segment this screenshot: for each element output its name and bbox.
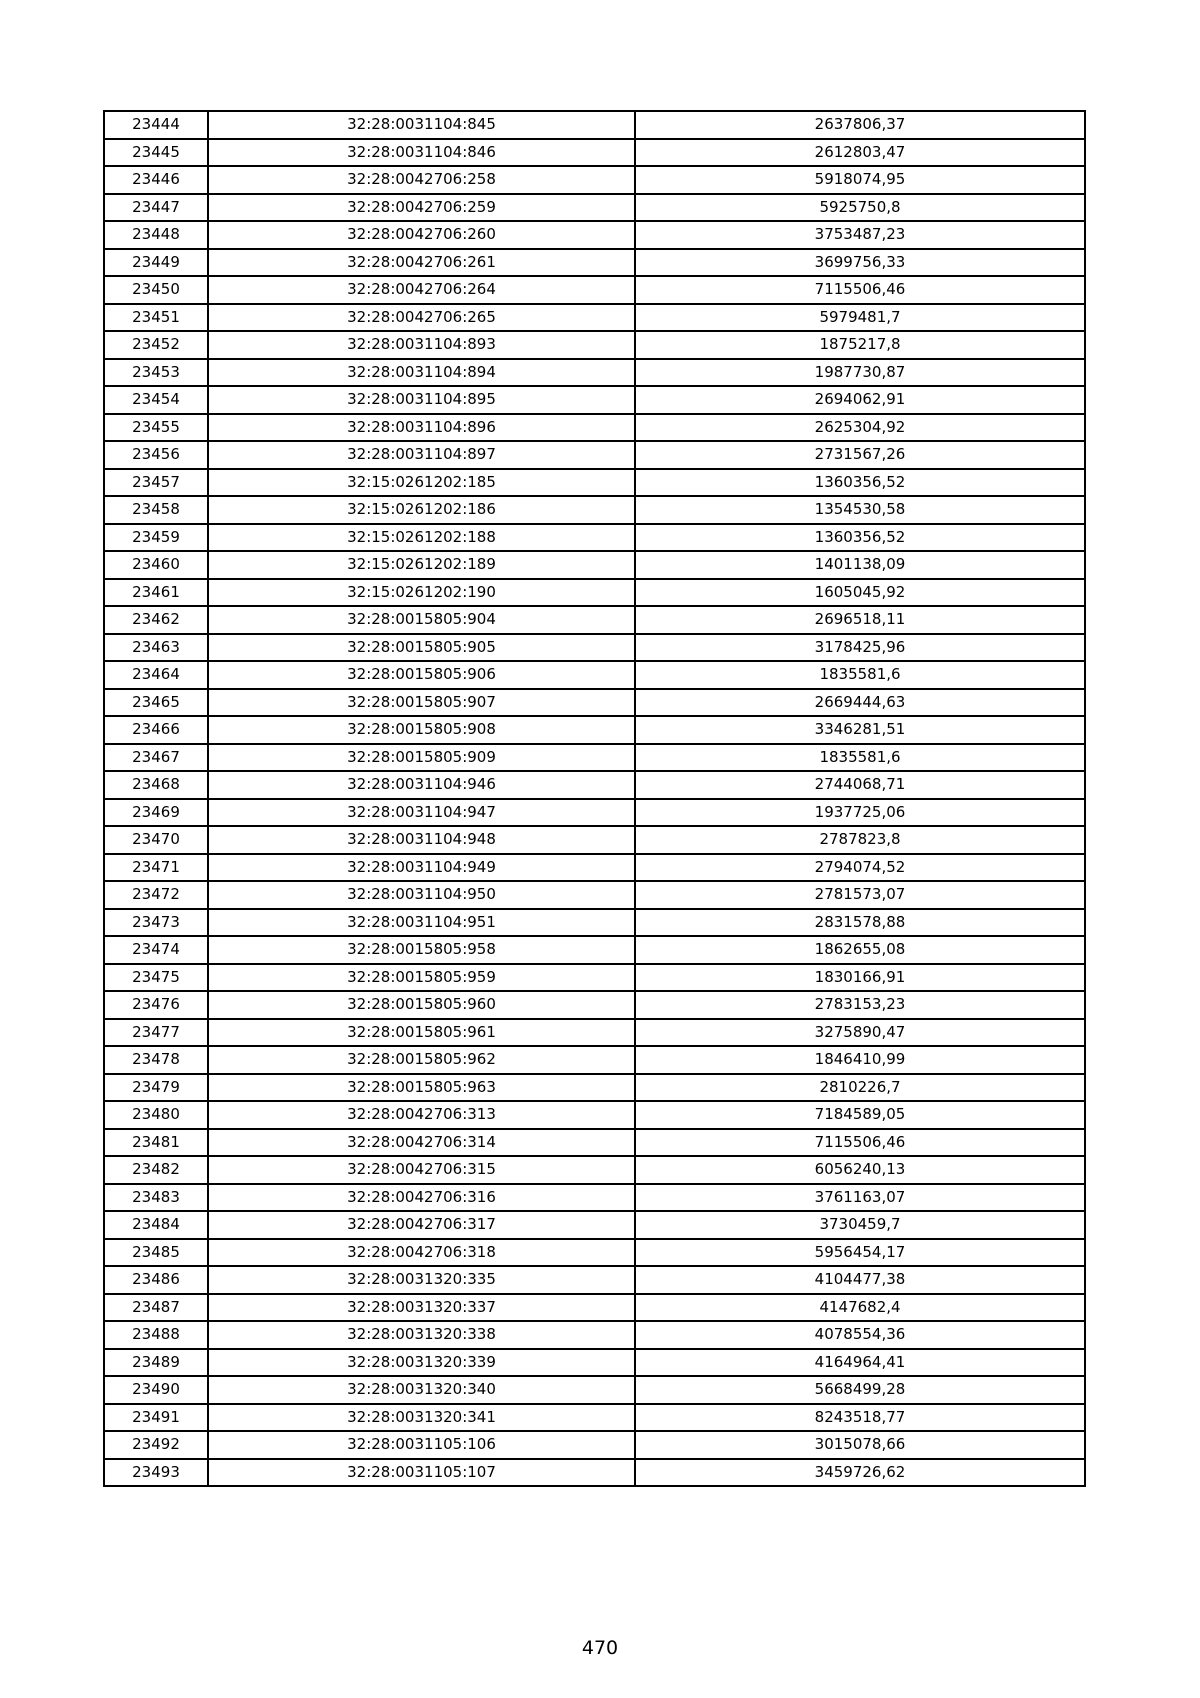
cadastral-value-cell: 2637806,37 bbox=[635, 111, 1085, 139]
cadastral-number-cell: 32:15:0261202:190 bbox=[208, 579, 635, 607]
cadastral-number-cell: 32:28:0015805:963 bbox=[208, 1074, 635, 1102]
cadastral-value-cell: 1937725,06 bbox=[635, 799, 1085, 827]
table-row bbox=[104, 221, 1085, 249]
cadastral-number-cell: 32:28:0031104:946 bbox=[208, 771, 635, 799]
cadastral-number-cell: 32:28:0031104:846 bbox=[208, 139, 635, 167]
cadastral-value-cell: 2810226,7 bbox=[635, 1074, 1085, 1102]
cadastral-value-cell: 3753487,23 bbox=[635, 221, 1085, 249]
cadastral-value-cell: 2612803,47 bbox=[635, 139, 1085, 167]
table-row bbox=[104, 1294, 1085, 1322]
table-row bbox=[104, 1101, 1085, 1129]
cadastral-number-cell: 32:28:0031104:949 bbox=[208, 854, 635, 882]
row-number-cell: 23459 bbox=[104, 524, 208, 552]
table-row bbox=[104, 1129, 1085, 1157]
cadastral-value-cell: 3730459,7 bbox=[635, 1211, 1085, 1239]
cadastral-number-cell: 32:28:0031320:337 bbox=[208, 1294, 635, 1322]
table-row bbox=[104, 909, 1085, 937]
row-number-cell: 23480 bbox=[104, 1101, 208, 1129]
table-body bbox=[104, 111, 1085, 1486]
row-number-cell: 23466 bbox=[104, 716, 208, 744]
row-number-cell: 23470 bbox=[104, 826, 208, 854]
cadastral-number-cell: 32:28:0031104:895 bbox=[208, 386, 635, 414]
table-row bbox=[104, 1431, 1085, 1459]
row-number-cell: 23455 bbox=[104, 414, 208, 442]
cadastral-value-cell: 3459726,62 bbox=[635, 1459, 1085, 1487]
table-row bbox=[104, 1184, 1085, 1212]
cadastral-value-cell: 1360356,52 bbox=[635, 469, 1085, 497]
row-number-cell: 23462 bbox=[104, 606, 208, 634]
row-number-cell: 23485 bbox=[104, 1239, 208, 1267]
table-row bbox=[104, 634, 1085, 662]
cadastral-value-cell: 3178425,96 bbox=[635, 634, 1085, 662]
cadastral-value-cell: 7115506,46 bbox=[635, 276, 1085, 304]
table-row bbox=[104, 1459, 1085, 1487]
row-number-cell: 23489 bbox=[104, 1349, 208, 1377]
cadastral-value-cell: 2744068,71 bbox=[635, 771, 1085, 799]
table-row bbox=[104, 1074, 1085, 1102]
table-row bbox=[104, 1211, 1085, 1239]
cadastral-value-cell: 7115506,46 bbox=[635, 1129, 1085, 1157]
row-number-cell: 23456 bbox=[104, 441, 208, 469]
cadastral-number-cell: 32:28:0042706:316 bbox=[208, 1184, 635, 1212]
cadastral-number-cell: 32:28:0031320:341 bbox=[208, 1404, 635, 1432]
cadastral-value-cell: 2625304,92 bbox=[635, 414, 1085, 442]
cadastral-number-cell: 32:28:0042706:317 bbox=[208, 1211, 635, 1239]
table-row bbox=[104, 249, 1085, 277]
row-number-cell: 23478 bbox=[104, 1046, 208, 1074]
row-number-cell: 23461 bbox=[104, 579, 208, 607]
cadastral-value-cell: 5979481,7 bbox=[635, 304, 1085, 332]
cadastral-value-cell: 2669444,63 bbox=[635, 689, 1085, 717]
row-number-cell: 23493 bbox=[104, 1459, 208, 1487]
row-number-cell: 23491 bbox=[104, 1404, 208, 1432]
table-row bbox=[104, 799, 1085, 827]
table-row bbox=[104, 716, 1085, 744]
row-number-cell: 23471 bbox=[104, 854, 208, 882]
row-number-cell: 23465 bbox=[104, 689, 208, 717]
table-row bbox=[104, 936, 1085, 964]
cadastral-value-cell: 2694062,91 bbox=[635, 386, 1085, 414]
cadastral-number-cell: 32:28:0031105:106 bbox=[208, 1431, 635, 1459]
cadastral-number-cell: 32:28:0031320:339 bbox=[208, 1349, 635, 1377]
cadastral-number-cell: 32:28:0015805:908 bbox=[208, 716, 635, 744]
row-number-cell: 23477 bbox=[104, 1019, 208, 1047]
cadastral-value-cell: 2781573,07 bbox=[635, 881, 1085, 909]
table-row bbox=[104, 689, 1085, 717]
cadastral-value-cell: 5956454,17 bbox=[635, 1239, 1085, 1267]
table-row bbox=[104, 606, 1085, 634]
cadastral-number-cell: 32:28:0031104:947 bbox=[208, 799, 635, 827]
cadastral-value-cell: 2794074,52 bbox=[635, 854, 1085, 882]
table-row bbox=[104, 964, 1085, 992]
table-row bbox=[104, 166, 1085, 194]
row-number-cell: 23451 bbox=[104, 304, 208, 332]
cadastral-number-cell: 32:28:0042706:313 bbox=[208, 1101, 635, 1129]
cadastral-value-cell: 4104477,38 bbox=[635, 1266, 1085, 1294]
cadastral-number-cell: 32:15:0261202:185 bbox=[208, 469, 635, 497]
table-row bbox=[104, 579, 1085, 607]
cadastral-number-cell: 32:28:0031104:893 bbox=[208, 331, 635, 359]
cadastral-number-cell: 32:28:0031104:950 bbox=[208, 881, 635, 909]
row-number-cell: 23468 bbox=[104, 771, 208, 799]
row-number-cell: 23488 bbox=[104, 1321, 208, 1349]
cadastral-value-cell: 4078554,36 bbox=[635, 1321, 1085, 1349]
cadastral-number-cell: 32:28:0015805:905 bbox=[208, 634, 635, 662]
cadastral-value-cell: 4164964,41 bbox=[635, 1349, 1085, 1377]
cadastral-number-cell: 32:28:0015805:909 bbox=[208, 744, 635, 772]
table-row bbox=[104, 524, 1085, 552]
table-row bbox=[104, 441, 1085, 469]
row-number-cell: 23474 bbox=[104, 936, 208, 964]
table-row bbox=[104, 469, 1085, 497]
cadastral-value-cell: 2831578,88 bbox=[635, 909, 1085, 937]
table-row bbox=[104, 744, 1085, 772]
table-row bbox=[104, 496, 1085, 524]
cadastral-number-cell: 32:28:0031320:340 bbox=[208, 1376, 635, 1404]
row-number-cell: 23453 bbox=[104, 359, 208, 387]
cadastral-number-cell: 32:28:0042706:314 bbox=[208, 1129, 635, 1157]
cadastral-value-cell: 1835581,6 bbox=[635, 661, 1085, 689]
cadastral-value-cell: 5918074,95 bbox=[635, 166, 1085, 194]
cadastral-number-cell: 32:28:0042706:260 bbox=[208, 221, 635, 249]
table-row bbox=[104, 1376, 1085, 1404]
table-row bbox=[104, 1046, 1085, 1074]
cadastral-number-cell: 32:28:0031105:107 bbox=[208, 1459, 635, 1487]
row-number-cell: 23447 bbox=[104, 194, 208, 222]
row-number-cell: 23484 bbox=[104, 1211, 208, 1239]
row-number-cell: 23446 bbox=[104, 166, 208, 194]
cadastral-value-cell: 2787823,8 bbox=[635, 826, 1085, 854]
cadastral-value-cell: 2696518,11 bbox=[635, 606, 1085, 634]
cadastral-number-cell: 32:28:0015805:906 bbox=[208, 661, 635, 689]
cadastral-value-cell: 6056240,13 bbox=[635, 1156, 1085, 1184]
cadastral-value-cell: 1987730,87 bbox=[635, 359, 1085, 387]
cadastral-number-cell: 32:28:0042706:259 bbox=[208, 194, 635, 222]
table-row bbox=[104, 414, 1085, 442]
table-row bbox=[104, 194, 1085, 222]
cadastral-number-cell: 32:28:0031320:335 bbox=[208, 1266, 635, 1294]
cadastral-value-cell: 1401138,09 bbox=[635, 551, 1085, 579]
table-row bbox=[104, 771, 1085, 799]
table-row bbox=[104, 1321, 1085, 1349]
cadastral-value-cell: 1835581,6 bbox=[635, 744, 1085, 772]
cadastral-number-cell: 32:28:0015805:962 bbox=[208, 1046, 635, 1074]
row-number-cell: 23448 bbox=[104, 221, 208, 249]
cadastral-value-cell: 3699756,33 bbox=[635, 249, 1085, 277]
cadastral-number-cell: 32:28:0015805:958 bbox=[208, 936, 635, 964]
row-number-cell: 23486 bbox=[104, 1266, 208, 1294]
cadastral-value-cell: 5668499,28 bbox=[635, 1376, 1085, 1404]
cadastral-value-cell: 1830166,91 bbox=[635, 964, 1085, 992]
row-number-cell: 23492 bbox=[104, 1431, 208, 1459]
cadastral-value-cell: 2783153,23 bbox=[635, 991, 1085, 1019]
cadastral-number-cell: 32:28:0042706:315 bbox=[208, 1156, 635, 1184]
table-row bbox=[104, 1156, 1085, 1184]
row-number-cell: 23472 bbox=[104, 881, 208, 909]
row-number-cell: 23457 bbox=[104, 469, 208, 497]
table-row bbox=[104, 304, 1085, 332]
cadastral-value-cell: 1862655,08 bbox=[635, 936, 1085, 964]
cadastral-number-cell: 32:15:0261202:186 bbox=[208, 496, 635, 524]
table-row bbox=[104, 1404, 1085, 1432]
table-row bbox=[104, 1266, 1085, 1294]
table-row bbox=[104, 359, 1085, 387]
cadastral-value-cell: 3275890,47 bbox=[635, 1019, 1085, 1047]
cadastral-number-cell: 32:28:0042706:318 bbox=[208, 1239, 635, 1267]
cadastral-number-cell: 32:28:0031104:948 bbox=[208, 826, 635, 854]
row-number-cell: 23483 bbox=[104, 1184, 208, 1212]
row-number-cell: 23467 bbox=[104, 744, 208, 772]
cadastral-number-cell: 32:28:0042706:265 bbox=[208, 304, 635, 332]
cadastral-number-cell: 32:28:0031320:338 bbox=[208, 1321, 635, 1349]
cadastral-number-cell: 32:28:0031104:897 bbox=[208, 441, 635, 469]
cadastral-number-cell: 32:28:0015805:961 bbox=[208, 1019, 635, 1047]
cadastral-number-cell: 32:15:0261202:189 bbox=[208, 551, 635, 579]
cadastral-number-cell: 32:28:0015805:959 bbox=[208, 964, 635, 992]
cadastral-number-cell: 32:28:0031104:896 bbox=[208, 414, 635, 442]
row-number-cell: 23464 bbox=[104, 661, 208, 689]
row-number-cell: 23444 bbox=[104, 111, 208, 139]
cadastral-value-cell: 3015078,66 bbox=[635, 1431, 1085, 1459]
cadastral-value-cell: 8243518,77 bbox=[635, 1404, 1085, 1432]
table-row bbox=[104, 386, 1085, 414]
table-row bbox=[104, 551, 1085, 579]
row-number-cell: 23481 bbox=[104, 1129, 208, 1157]
row-number-cell: 23469 bbox=[104, 799, 208, 827]
cadastral-number-cell: 32:28:0042706:258 bbox=[208, 166, 635, 194]
row-number-cell: 23490 bbox=[104, 1376, 208, 1404]
row-number-cell: 23458 bbox=[104, 496, 208, 524]
row-number-cell: 23476 bbox=[104, 991, 208, 1019]
row-number-cell: 23460 bbox=[104, 551, 208, 579]
cadastral-number-cell: 32:28:0015805:907 bbox=[208, 689, 635, 717]
cadastral-number-cell: 32:28:0031104:951 bbox=[208, 909, 635, 937]
table-row bbox=[104, 139, 1085, 167]
cadastral-value-table bbox=[103, 110, 1086, 1487]
table-row bbox=[104, 991, 1085, 1019]
cadastral-value-cell: 3346281,51 bbox=[635, 716, 1085, 744]
cadastral-value-cell: 7184589,05 bbox=[635, 1101, 1085, 1129]
row-number-cell: 23473 bbox=[104, 909, 208, 937]
cadastral-value-cell: 1875217,8 bbox=[635, 331, 1085, 359]
cadastral-number-cell: 32:28:0015805:960 bbox=[208, 991, 635, 1019]
cadastral-value-cell: 5925750,8 bbox=[635, 194, 1085, 222]
cadastral-value-cell: 2731567,26 bbox=[635, 441, 1085, 469]
table-row bbox=[104, 854, 1085, 882]
cadastral-number-cell: 32:28:0042706:261 bbox=[208, 249, 635, 277]
row-number-cell: 23452 bbox=[104, 331, 208, 359]
table-row bbox=[104, 111, 1085, 139]
table-row bbox=[104, 331, 1085, 359]
table-row bbox=[104, 661, 1085, 689]
cadastral-value-cell: 1360356,52 bbox=[635, 524, 1085, 552]
row-number-cell: 23482 bbox=[104, 1156, 208, 1184]
row-number-cell: 23487 bbox=[104, 1294, 208, 1322]
row-number-cell: 23479 bbox=[104, 1074, 208, 1102]
cadastral-number-cell: 32:15:0261202:188 bbox=[208, 524, 635, 552]
table-row bbox=[104, 826, 1085, 854]
table-row bbox=[104, 1019, 1085, 1047]
cadastral-value-cell: 3761163,07 bbox=[635, 1184, 1085, 1212]
row-number-cell: 23475 bbox=[104, 964, 208, 992]
cadastral-value-cell: 1605045,92 bbox=[635, 579, 1085, 607]
page-number: 470 bbox=[581, 1637, 619, 1659]
table-row bbox=[104, 276, 1085, 304]
table-row bbox=[104, 881, 1085, 909]
row-number-cell: 23449 bbox=[104, 249, 208, 277]
cadastral-value-cell: 4147682,4 bbox=[635, 1294, 1085, 1322]
row-number-cell: 23454 bbox=[104, 386, 208, 414]
row-number-cell: 23445 bbox=[104, 139, 208, 167]
cadastral-number-cell: 32:28:0015805:904 bbox=[208, 606, 635, 634]
cadastral-value-cell: 1354530,58 bbox=[635, 496, 1085, 524]
cadastral-number-cell: 32:28:0042706:264 bbox=[208, 276, 635, 304]
table-row bbox=[104, 1349, 1085, 1377]
cadastral-value-cell: 1846410,99 bbox=[635, 1046, 1085, 1074]
cadastral-number-cell: 32:28:0031104:845 bbox=[208, 111, 635, 139]
row-number-cell: 23463 bbox=[104, 634, 208, 662]
row-number-cell: 23450 bbox=[104, 276, 208, 304]
table-row bbox=[104, 1239, 1085, 1267]
cadastral-number-cell: 32:28:0031104:894 bbox=[208, 359, 635, 387]
